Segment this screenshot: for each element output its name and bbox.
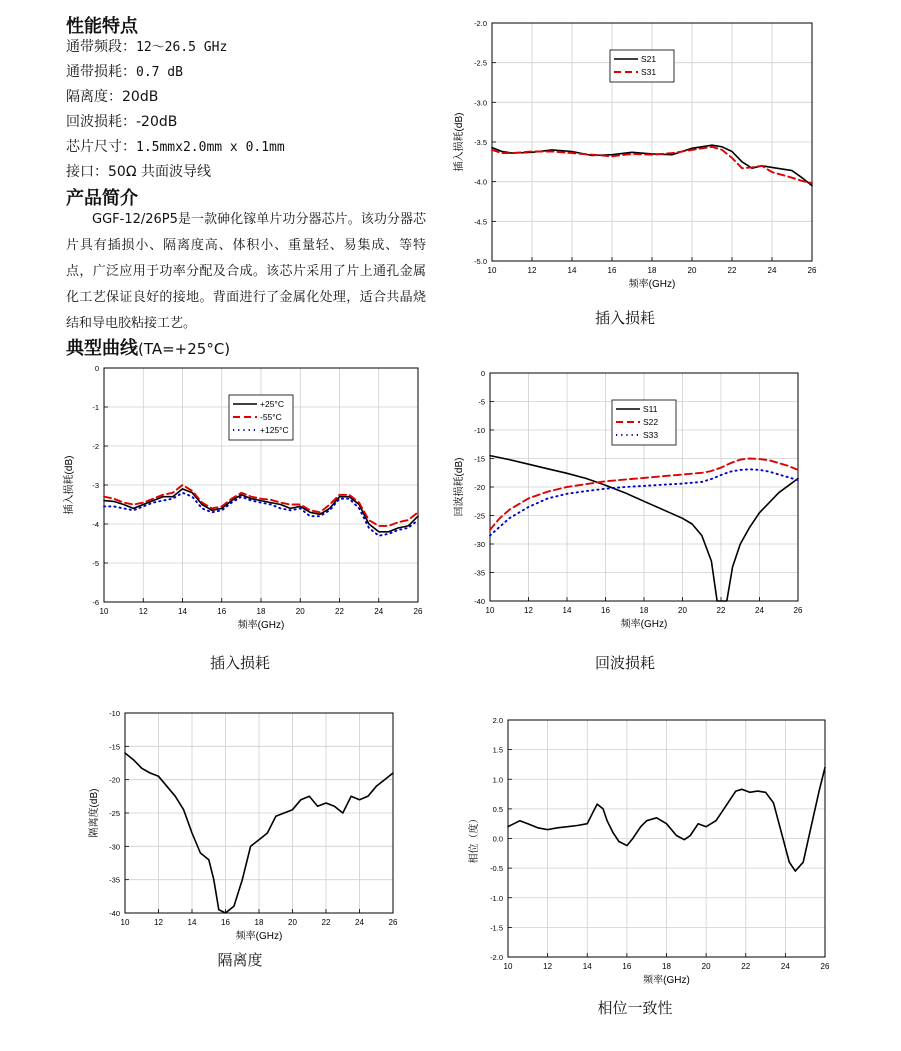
spec-chip-size bbox=[66, 136, 285, 156]
y-tick-label: -5 bbox=[92, 559, 99, 568]
y-tick-label: -1 bbox=[92, 403, 99, 412]
spec-label: 隔离度： bbox=[66, 89, 122, 105]
x-tick-label: 14 bbox=[178, 607, 187, 616]
x-tick-label: 12 bbox=[527, 266, 537, 275]
caption-phase-consistency: 相位一致性 bbox=[597, 999, 673, 1017]
x-tick-label: 12 bbox=[524, 606, 533, 615]
x-tick-label: 20 bbox=[288, 918, 297, 927]
y-tick-label: -4.5 bbox=[474, 217, 487, 227]
intro-paragraph: GGF-12/26P5是一款砷化镓单片功分器芯片。该功分器芯片具有插损小、隔离度高、体积小、重量轻、易集成、等特点，广泛应用于功率分配及合成。该芯片采用了片上通孔金属化工艺保证良好的接地。背面进行了金属化处理，适合共晶烧结和导电胶粘接工艺。 bbox=[66, 212, 426, 331]
y-axis-label: 相位（度） bbox=[469, 813, 480, 864]
chart-insertion-loss-temperature bbox=[60, 360, 440, 645]
spec-label: 通带损耗： bbox=[66, 64, 136, 80]
x-axis-label: 频率(GHz) bbox=[643, 975, 690, 986]
x-axis-label: 频率(GHz) bbox=[237, 620, 285, 631]
y-tick-label: -5.0 bbox=[474, 257, 487, 266]
x-tick-label: 10 bbox=[99, 607, 109, 616]
spec-value: 12～26.5 GHz bbox=[136, 40, 228, 55]
spec-passband bbox=[66, 36, 227, 56]
x-tick-label: 14 bbox=[582, 962, 592, 971]
x-tick-label: 22 bbox=[741, 962, 751, 971]
spec-label: 芯片尺寸： bbox=[66, 139, 136, 155]
x-tick-label: 22 bbox=[335, 607, 344, 616]
x-tick-label: 18 bbox=[639, 606, 649, 615]
x-tick-label: 20 bbox=[687, 266, 697, 275]
x-tick-label: 10 bbox=[487, 266, 497, 275]
x-tick-label: 20 bbox=[295, 607, 305, 616]
y-tick-label: -1.5 bbox=[490, 923, 503, 933]
y-tick-label: -6 bbox=[92, 598, 99, 607]
legend-label: S21 bbox=[641, 54, 657, 64]
y-tick-label: -15 bbox=[109, 742, 120, 752]
y-tick-label: -1.0 bbox=[490, 893, 503, 903]
y-tick-label: -25 bbox=[109, 809, 120, 818]
spec-return-loss bbox=[66, 111, 177, 131]
y-tick-label: -15 bbox=[474, 454, 485, 464]
spec-value: 50Ω 共面波导线 bbox=[108, 164, 211, 180]
x-tick-label: 16 bbox=[217, 607, 227, 616]
x-tick-label: 24 bbox=[755, 606, 764, 615]
y-tick-label: -2.5 bbox=[474, 58, 487, 68]
x-tick-label: 14 bbox=[562, 606, 572, 615]
x-tick-label: 16 bbox=[622, 962, 632, 971]
x-tick-label: 22 bbox=[727, 266, 737, 275]
x-tick-label: 24 bbox=[374, 607, 384, 616]
y-tick-label: -40 bbox=[474, 597, 485, 606]
y-tick-label: -20 bbox=[474, 483, 485, 492]
x-tick-label: 26 bbox=[413, 607, 423, 616]
y-tick-label: 0 bbox=[480, 369, 485, 378]
legend-label: -55°C bbox=[260, 412, 282, 422]
y-tick-label: -35 bbox=[109, 875, 120, 885]
x-tick-label: 24 bbox=[780, 962, 790, 971]
curves-heading-block bbox=[66, 334, 230, 360]
x-axis-label: 频率(GHz) bbox=[628, 279, 676, 290]
x-tick-label: 10 bbox=[485, 606, 495, 615]
chart-isolation bbox=[85, 705, 425, 950]
chart-insertion-loss-s21-s31 bbox=[450, 15, 830, 305]
legend-label: S22 bbox=[643, 417, 659, 427]
y-tick-label: -2.0 bbox=[490, 953, 503, 962]
spec-value: 1.5mmx2.0mm x 0.1mm bbox=[136, 140, 285, 155]
y-tick-label: -2.0 bbox=[474, 19, 487, 28]
x-tick-label: 18 bbox=[256, 607, 266, 616]
x-tick-label: 18 bbox=[662, 962, 671, 971]
x-tick-label: 16 bbox=[221, 918, 230, 927]
x-tick-label: 26 bbox=[793, 606, 803, 615]
x-tick-label: 10 bbox=[120, 918, 130, 927]
x-tick-label: 24 bbox=[355, 918, 364, 927]
x-axis-label: 频率(GHz) bbox=[620, 619, 668, 630]
y-tick-label: -5 bbox=[478, 397, 485, 407]
x-tick-label: 12 bbox=[543, 962, 553, 971]
y-tick-label: -0.5 bbox=[490, 864, 503, 874]
y-tick-label: -3.0 bbox=[474, 98, 487, 108]
y-tick-label: -10 bbox=[474, 426, 485, 435]
spec-label: 通带频段： bbox=[66, 39, 136, 55]
x-tick-label: 26 bbox=[388, 918, 398, 927]
y-tick-label: -25 bbox=[474, 511, 485, 521]
y-tick-label: -35 bbox=[474, 568, 485, 578]
x-tick-label: 18 bbox=[647, 266, 657, 275]
y-tick-label: 0 bbox=[94, 364, 99, 373]
y-axis-label: 插入损耗(dB) bbox=[454, 112, 465, 172]
features-heading: 性能特点 bbox=[66, 16, 138, 37]
x-tick-label: 12 bbox=[154, 918, 163, 927]
spec-isolation bbox=[66, 86, 158, 106]
y-tick-label: -30 bbox=[109, 842, 120, 852]
spec-label: 回波损耗： bbox=[66, 114, 136, 130]
x-tick-label: 26 bbox=[807, 266, 817, 275]
spec-interface bbox=[66, 161, 211, 181]
x-tick-label: 24 bbox=[767, 266, 777, 275]
y-tick-label: -3.5 bbox=[474, 138, 487, 147]
legend-label: +125°C bbox=[260, 425, 289, 435]
spec-value: 0.7 dB bbox=[136, 65, 183, 80]
legend-label: S11 bbox=[643, 404, 658, 414]
y-tick-label: 1.0 bbox=[492, 775, 503, 785]
intro-heading: 产品简介 bbox=[66, 188, 138, 209]
y-tick-label: -10 bbox=[109, 709, 120, 718]
y-axis-label: 回波损耗(dB) bbox=[454, 457, 465, 517]
spec-value: 20dB bbox=[122, 89, 159, 105]
x-tick-label: 14 bbox=[567, 266, 577, 275]
caption-insertion-loss-2: 插入损耗 bbox=[209, 654, 270, 672]
chart-return-loss bbox=[450, 363, 830, 645]
x-tick-label: 16 bbox=[607, 266, 617, 275]
x-tick-label: 12 bbox=[138, 607, 148, 616]
x-tick-label: 20 bbox=[701, 962, 711, 971]
caption-insertion-loss-1: 插入损耗 bbox=[594, 309, 655, 327]
x-tick-label: 26 bbox=[820, 962, 830, 971]
y-tick-label: -20 bbox=[109, 775, 120, 785]
y-tick-label: -2 bbox=[92, 442, 99, 451]
caption-return-loss: 回波损耗 bbox=[594, 654, 655, 672]
x-tick-label: 14 bbox=[187, 918, 197, 927]
curves-condition: (TA=+25°C) bbox=[138, 340, 231, 358]
y-axis-label: 插入损耗(dB) bbox=[64, 455, 75, 515]
legend-label: S31 bbox=[641, 67, 657, 77]
y-tick-label: -4 bbox=[92, 520, 99, 529]
y-tick-label: 1.5 bbox=[492, 745, 503, 755]
spec-label: 接口： bbox=[66, 164, 108, 180]
intro-text-block bbox=[66, 207, 426, 337]
x-tick-label: 22 bbox=[321, 918, 331, 927]
x-tick-label: 20 bbox=[678, 606, 687, 615]
y-tick-label: -4.0 bbox=[474, 177, 487, 187]
chart-phase-consistency bbox=[465, 712, 835, 994]
y-tick-label: -30 bbox=[474, 540, 485, 549]
spec-value: -20dB bbox=[136, 114, 178, 130]
y-tick-label: -3 bbox=[92, 481, 99, 490]
y-tick-label: 2.0 bbox=[492, 716, 503, 725]
x-tick-label: 10 bbox=[503, 962, 513, 971]
y-tick-label: -40 bbox=[109, 909, 120, 918]
legend-label: +25°C bbox=[260, 399, 284, 409]
spec-insertion-loss bbox=[66, 61, 183, 81]
y-tick-label: 0.5 bbox=[492, 804, 503, 814]
x-tick-label: 18 bbox=[254, 918, 264, 927]
y-tick-label: 0.0 bbox=[492, 834, 503, 844]
curves-heading: 典型曲线 bbox=[66, 338, 138, 359]
y-axis-label: 隔离度(dB) bbox=[89, 788, 100, 838]
legend-label: S33 bbox=[643, 430, 659, 440]
x-tick-label: 16 bbox=[601, 606, 610, 615]
caption-isolation: 隔离度 bbox=[217, 951, 263, 969]
x-tick-label: 22 bbox=[716, 606, 726, 615]
x-axis-label: 频率(GHz) bbox=[235, 931, 283, 942]
